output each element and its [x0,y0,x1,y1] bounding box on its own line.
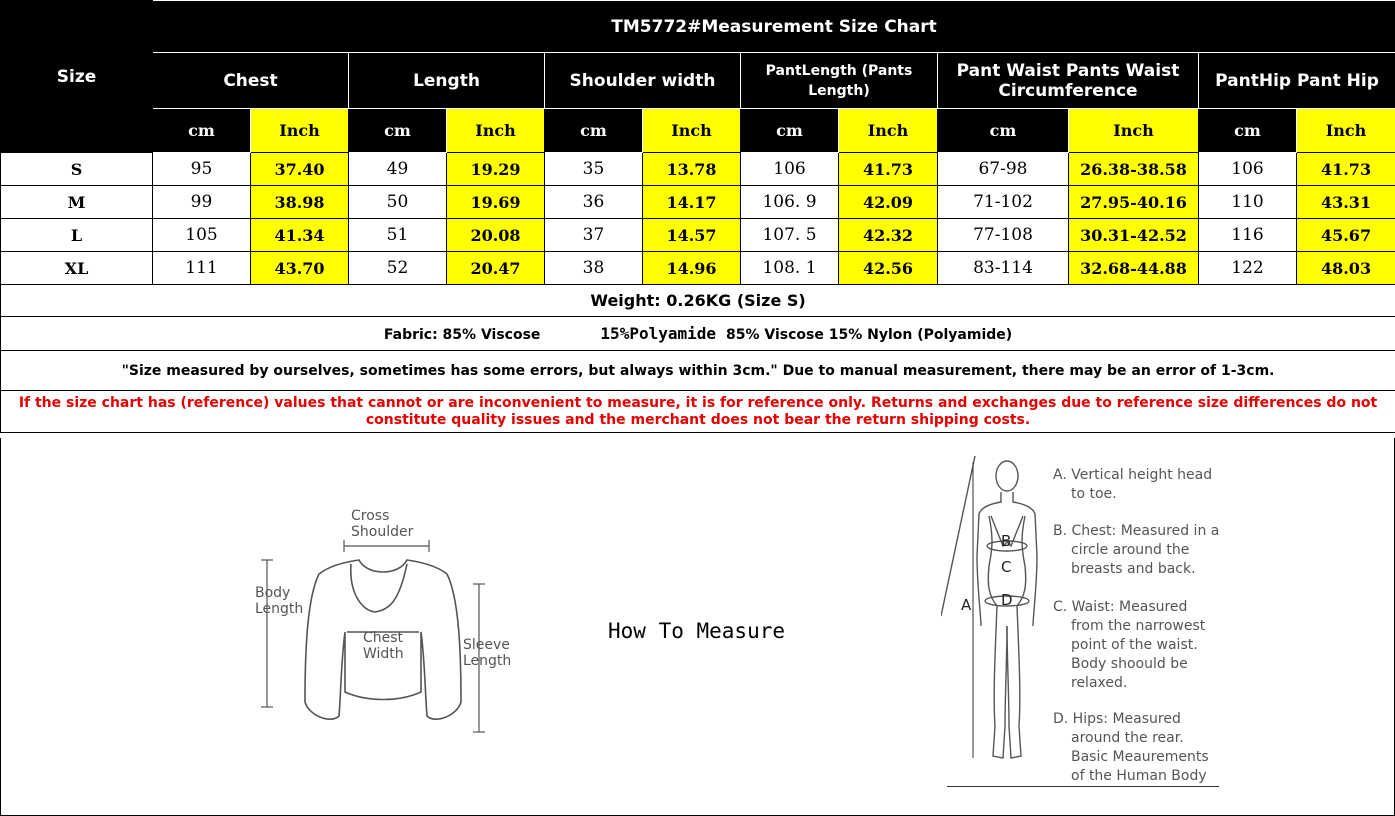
fabric-info [1,317,1395,351]
inch-value-cell: 43.70 [251,252,349,285]
chest-width-label-2: Width [363,646,404,662]
unit-inch-header: Inch [643,109,741,153]
cm-value-cell: 35 [545,153,643,186]
group-pant-hip: PantHip Pant Hip [1199,53,1395,109]
cm-value-cell: 36 [545,186,643,219]
size-row [1,252,1395,285]
unit-inch-header: Inch [447,109,545,153]
size-row [1,153,1395,186]
cm-value-cell: 49 [349,153,447,186]
legend-b-line3: breasts and back. [1071,561,1196,577]
cm-value-cell: 122 [1199,252,1297,285]
inch-value-cell: 42.32 [839,219,938,252]
sleeve-length-label-1: Sleeve [463,637,510,653]
body-label-d: D [1001,591,1013,609]
legend-d-line2: around the rear. [1071,730,1184,746]
size-cell: S [1,153,153,186]
inch-value-cell: 19.69 [447,186,545,219]
legend-b-line2: circle around the [1071,542,1190,558]
weight-info: Weight: 0.26KG (Size S) [1,285,1395,317]
size-row [1,219,1395,252]
cm-value-cell: 99 [153,186,251,219]
cross-shoulder-label-2: Shoulder [351,524,414,540]
inch-value-cell: 14.17 [643,186,741,219]
inch-value-cell: 41.34 [251,219,349,252]
size-cell: M [1,186,153,219]
unit-inch-header: Inch [1297,109,1395,153]
inch-value-cell: 13.78 [643,153,741,186]
legend-c [1053,598,1205,693]
fabric-text-a: Fabric: 85% Viscose [383,327,541,343]
body-length-label-1: Body [255,585,291,601]
reference-warning: If the size chart has (reference) values that cannot or are inconvenient to measure, it is for reference only. Returns and exchanges due to reference size differences do not constitute quality issues and the merchant does not bear the return shipping costs. [1,391,1395,433]
group-length: Length [349,53,545,109]
group-pant-length: PantLength (Pants Length) [741,53,938,109]
unit-cm-header: cm [938,109,1069,153]
cm-value-cell: 67-98 [938,153,1069,186]
body-label-a: A [961,596,972,614]
inch-value-cell: 38.98 [251,186,349,219]
inch-value-cell: 30.31-42.52 [1069,219,1199,252]
inch-value-cell: 45.67 [1297,219,1395,252]
legend-b [1053,522,1219,579]
cm-value-cell: 95 [153,153,251,186]
inch-value-cell: 42.09 [839,186,938,219]
inch-value-cell: 20.47 [447,252,545,285]
legend-a-line1: A. Vertical height head [1053,467,1213,483]
unit-inch-header: Inch [251,109,349,153]
unit-cm-header: cm [349,109,447,153]
inch-value-cell: 20.08 [447,219,545,252]
legend-c-line4: Body shoould be [1071,656,1188,672]
sweater-diagram [249,502,519,742]
body-label-c: C [1001,558,1012,576]
inch-value-cell: 14.96 [643,252,741,285]
how-to-measure-section [0,438,1395,816]
cm-value-cell: 37 [545,219,643,252]
human-body-diagram [941,456,1051,776]
inch-value-cell: 32.68-44.88 [1069,252,1199,285]
cm-value-cell: 110 [1199,186,1297,219]
legend-b-line1: B. Chest: Measured in a [1053,523,1220,539]
inch-value-cell: 26.38-38.58 [1069,153,1199,186]
fabric-text-c: 85% Viscose 15% Nylon (Polyamide) [726,327,1013,343]
cm-value-cell: 83-114 [938,252,1069,285]
cm-value-cell: 51 [349,219,447,252]
body-length-label-2: Length [255,601,304,617]
unit-cm-header: cm [1199,109,1297,153]
legend-d-line4: of the Human Body [1071,768,1207,784]
inch-value-cell: 19.29 [447,153,545,186]
legend-c-line2: from the narrowest [1071,618,1206,634]
cm-value-cell: 77-108 [938,219,1069,252]
cm-value-cell: 52 [349,252,447,285]
inch-value-cell: 41.73 [839,153,938,186]
chart-title: TM5772#Measurement Size Chart [153,1,1395,53]
cm-value-cell: 38 [545,252,643,285]
sleeve-length-label-2: Length [463,653,512,669]
group-chest: Chest [153,53,349,109]
legend-d-line1: D. Hips: Measured [1053,711,1181,727]
legend-d [1053,710,1209,786]
unit-cm-header: cm [741,109,839,153]
cm-value-cell: 106 [741,153,839,186]
group-pant-waist: Pant Waist Pants Waist Circumference [938,53,1199,109]
diagram-baseline [947,786,1219,787]
fabric-text-b: 15%Polyamide [600,324,717,343]
cm-value-cell: 71-102 [938,186,1069,219]
measurement-note: "Size measured by ourselves, sometimes has some errors, but always within 3cm." Due to manual measurement, there may be an error of 1-3cm. [1,351,1395,391]
cm-value-cell: 107. 5 [741,219,839,252]
size-row [1,186,1395,219]
cm-value-cell: 108. 1 [741,252,839,285]
cm-value-cell: 105 [153,219,251,252]
legend-a [1053,466,1212,504]
how-to-measure-title: How To Measure [608,619,786,643]
cm-value-cell: 111 [153,252,251,285]
inch-value-cell: 42.56 [839,252,938,285]
inch-value-cell: 41.73 [1297,153,1395,186]
legend-d-line3: Basic Meaurements [1071,749,1209,765]
inch-value-cell: 14.57 [643,219,741,252]
unit-inch-header: Inch [1069,109,1199,153]
legend-c-line1: C. Waist: Measured [1053,599,1188,615]
unit-cm-header: cm [153,109,251,153]
cm-value-cell: 106 [1199,153,1297,186]
group-shoulder-width: Shoulder width [545,53,741,109]
cm-value-cell: 50 [349,186,447,219]
legend-a-line2: to toe. [1071,486,1117,502]
cross-shoulder-label-1: Cross [351,508,390,524]
inch-value-cell: 48.03 [1297,252,1395,285]
cm-value-cell: 106. 9 [741,186,839,219]
inch-value-cell: 37.40 [251,153,349,186]
inch-value-cell: 43.31 [1297,186,1395,219]
cm-value-cell: 116 [1199,219,1297,252]
unit-cm-header: cm [545,109,643,153]
body-label-b: B [1001,532,1012,550]
legend-c-line3: point of the waist. [1071,637,1198,653]
chest-width-label-1: Chest [363,630,404,646]
size-cell: XL [1,252,153,285]
size-header: Size [1,1,153,153]
inch-value-cell: 27.95-40.16 [1069,186,1199,219]
legend-c-line5: relaxed. [1071,675,1128,691]
size-cell: L [1,219,153,252]
unit-inch-header: Inch [839,109,938,153]
